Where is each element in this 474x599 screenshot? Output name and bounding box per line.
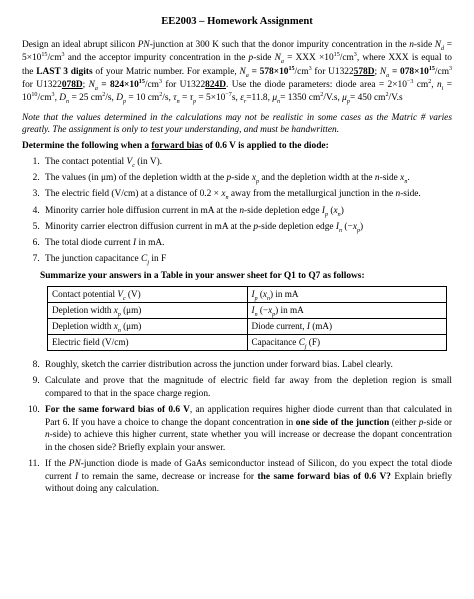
table-row (48, 286, 447, 302)
question-8: 8. Roughly, sketch the carrier distribution across the junction under forward bias. Label clearly. (42, 359, 452, 372)
text: Determine the following when a (22, 140, 152, 151)
text: 578D (353, 66, 375, 77)
text: (mA) (309, 320, 333, 331)
text: and the depletion width at the (259, 173, 375, 184)
text: p (248, 53, 254, 64)
text: = 25 cm (69, 93, 103, 104)
text: p (226, 173, 232, 184)
text: ) (340, 205, 344, 216)
symbol: I (251, 288, 255, 299)
text: -side or (423, 417, 452, 428)
superscript: 15 (288, 65, 295, 72)
text: /s, (105, 93, 117, 104)
symbol: I (133, 238, 137, 249)
text: n (45, 430, 50, 441)
text: Contact potential (52, 288, 118, 299)
symbol: D (116, 93, 124, 104)
text: The contact potential (45, 156, 127, 167)
superscript: 3 (308, 65, 312, 72)
text: = 078×10 (389, 66, 429, 77)
text: -side depletion edge (244, 205, 322, 216)
text: ; (374, 66, 380, 77)
text: /cm (37, 93, 52, 104)
text: PN (68, 459, 81, 470)
subscript: p (324, 211, 329, 218)
text: ; (82, 80, 89, 91)
text: = 578×10 (248, 66, 289, 77)
text: Minority carrier electron diffusion current in mA at the (45, 221, 254, 232)
text: = 1350 cm (280, 93, 321, 104)
table-cell: Electric field (V/cm) (48, 334, 248, 350)
subscript: n (225, 195, 229, 202)
text: = 10 (22, 80, 452, 104)
symbol: I (75, 471, 79, 482)
text: parameters: diode area = 2×10 (288, 80, 407, 91)
subscript: r (243, 99, 247, 106)
subscript: a (386, 72, 390, 79)
question-5 (42, 221, 452, 234)
subscript: n (277, 99, 281, 106)
text: s, (231, 93, 238, 104)
text: /cm (434, 66, 449, 77)
text: . Use the diode (226, 80, 286, 91)
symbol: x (333, 205, 338, 216)
table-cell (247, 286, 447, 302)
symbol: μ (342, 93, 347, 104)
text: ( (328, 205, 334, 216)
symbol: ε (240, 93, 244, 104)
text: n (374, 173, 380, 184)
text: -side) to achieve this higher current, state whether you will increase or decrease the dopant concentration in the chosen side? Briefly explain your answer. (45, 430, 452, 453)
table-cell (48, 302, 248, 318)
text: of your Matric number. For example, (92, 66, 240, 77)
subscript: p (117, 311, 121, 318)
text: p (253, 221, 259, 232)
subscript: p (123, 99, 127, 106)
text: /V.s (388, 93, 403, 104)
text: -side depletion edge (258, 221, 336, 232)
table-row (48, 302, 447, 318)
subscript: p (272, 311, 276, 318)
symbol: N (88, 80, 95, 91)
text: U1322 (328, 66, 354, 77)
text: (μm) (120, 320, 142, 331)
symbol: μ (272, 93, 278, 104)
text: (F) (306, 336, 321, 347)
subscript: p (255, 179, 260, 186)
superscript: 3 (158, 78, 162, 85)
symbol: τ (189, 93, 193, 104)
text: = 450 cm (349, 93, 386, 104)
superscript: 10 (31, 92, 38, 99)
table-cell (247, 334, 447, 350)
text: one side of the junction (295, 417, 390, 428)
subscript: i (441, 85, 444, 92)
text: = 5×10 (196, 93, 226, 104)
text: =11.8, (246, 93, 273, 104)
text: Capacitance (251, 336, 299, 347)
text: = 824×10 (97, 80, 139, 91)
text: = 5×10 (22, 40, 453, 64)
question-6 (42, 237, 452, 250)
text: forward bias (151, 140, 203, 151)
text: Design an ideal abrupt silicon (22, 40, 138, 51)
symbol: x (262, 288, 267, 299)
text: in F (149, 254, 167, 265)
table-cell (48, 286, 248, 302)
question-9: 9. Calculate and prove that the magnitude of electric field far away from the depletion region is small compared to that in the space charge region. (42, 375, 452, 400)
text: /cm (144, 80, 159, 91)
subscript: j (147, 260, 150, 267)
symbol: N (434, 40, 442, 51)
symbol: V (126, 156, 133, 167)
table-row (48, 334, 447, 350)
text: for U1322 (22, 80, 62, 91)
symbol: x (113, 304, 118, 315)
question-2 (42, 172, 452, 185)
text: n (239, 205, 244, 216)
text: The electric field (V/cm) at a distance of 0.2 × (45, 189, 222, 200)
text: PN (137, 40, 150, 51)
text: Depletion width (52, 320, 114, 331)
subscript: n (176, 99, 180, 106)
text: /V.s, (323, 93, 343, 104)
symbol: x (113, 320, 118, 331)
question-list (22, 156, 452, 267)
question-4 (42, 205, 452, 218)
subscript: p (254, 295, 258, 302)
symbol: V (117, 288, 123, 299)
text: (− (257, 304, 269, 315)
text: n (409, 40, 414, 51)
text: 824D (205, 80, 226, 91)
symbol: I (251, 304, 255, 315)
subscript: p (192, 99, 197, 106)
text: in mA. (136, 238, 165, 249)
summary-instruction: Summarize your answers in a Table in your answer sheet for Q1 to Q7 as follows: (40, 270, 365, 281)
text: , (356, 53, 360, 64)
text: The total diode current (45, 238, 133, 249)
superscript: 15 (138, 78, 145, 85)
symbol: n (436, 80, 442, 91)
text: and the acceptor impurity concentration in the (64, 53, 249, 64)
symbol: x (400, 173, 405, 184)
text: Diode current, (251, 320, 307, 331)
subscript: a (280, 59, 284, 66)
text: away from the metallurgical junction in the (228, 189, 396, 200)
subscript: n (266, 295, 270, 302)
question-3 (42, 188, 452, 201)
superscript: 15 (41, 52, 48, 59)
text: , (54, 93, 60, 104)
symbol: x (221, 189, 226, 200)
text: = 10 cm (126, 93, 160, 104)
text: ) in mA (275, 304, 304, 315)
text: = (179, 93, 190, 104)
symbol: N (274, 53, 281, 64)
superscript: 15 (333, 52, 340, 59)
superscript: 2 (320, 92, 324, 99)
superscript: 2 (385, 92, 389, 99)
text: -junction at 300 K such that the donor impurity concentration in the (149, 40, 407, 51)
text: for (311, 66, 326, 77)
subscript: n (254, 311, 258, 318)
text: (− (342, 221, 353, 232)
superscript: −3 (406, 78, 414, 85)
superscript: 3 (448, 65, 453, 72)
text: If the (45, 459, 69, 470)
subscript: a (245, 72, 249, 79)
symbol: N (239, 66, 246, 77)
section-heading (22, 140, 452, 153)
symbol: x (251, 173, 256, 184)
superscript: 3 (51, 92, 55, 99)
subscript: n (339, 227, 343, 234)
symbol: x (352, 221, 357, 232)
subscript: n (337, 211, 341, 218)
table-cell (247, 302, 447, 318)
superscript: 2 (428, 78, 432, 85)
text: The junction capacitance (45, 254, 142, 265)
symbol: I (321, 205, 325, 216)
text: (either (389, 417, 419, 428)
question-10 (42, 404, 452, 454)
text: ) (360, 221, 364, 232)
superscript: 2 (102, 92, 106, 99)
text: , (431, 80, 437, 91)
subscript: d (441, 45, 445, 52)
text: , an application requires higher diode current than that calculated in Part 6. If you have a choice to change the dopant concentration in (45, 405, 452, 428)
text: . (407, 173, 410, 184)
subscript: c (122, 295, 126, 302)
question-list-2 (22, 359, 452, 496)
subscript: c (132, 162, 135, 169)
symbol: D (59, 93, 67, 104)
text: LAST 3 digits (36, 66, 93, 77)
question-7 (42, 253, 452, 266)
subscript: a (94, 85, 98, 92)
text: n (395, 189, 401, 200)
text: -side (231, 173, 252, 184)
subscript: n (404, 179, 408, 186)
text: (V) (125, 288, 141, 299)
text: -side (413, 40, 435, 51)
text: For the same forward bias of 0.6 V (45, 405, 190, 416)
text: /cm (339, 53, 354, 64)
text: the same forward bias of 0.6 V? (257, 471, 391, 482)
table-cell (247, 318, 447, 334)
problem-statement (22, 39, 452, 106)
text: ) in mA (269, 288, 299, 299)
text: = XXX ×10 (283, 53, 334, 64)
symbol: τ (173, 93, 177, 104)
subscript: j (304, 343, 307, 350)
text: where XXX is equal to the (22, 53, 452, 77)
table-row (48, 318, 447, 334)
superscript: 15 (428, 65, 435, 72)
symbol: C (298, 336, 305, 347)
page-title: EE2003 – Homework Assignment (161, 16, 313, 27)
subscript: n (117, 327, 121, 334)
text: for U1322 (161, 80, 206, 91)
text: Depletion width (52, 304, 114, 315)
text: /cm (294, 66, 309, 77)
text: The values (in μm) of the depletion width at the (45, 173, 227, 184)
text: -side. (400, 189, 421, 200)
superscript: −7 (225, 92, 232, 99)
question-11 (42, 458, 452, 496)
symbol: N (379, 66, 387, 77)
superscript: 2 (159, 92, 163, 99)
text: /cm (47, 53, 62, 64)
text: ( (257, 288, 263, 299)
symbol: C (141, 254, 148, 265)
text: of 0.6 V is applied to the diode: (202, 140, 329, 151)
text: -side (253, 53, 275, 64)
subscript: n (66, 99, 70, 106)
text: -junction diode is made of GaAs semiconductor instead of Silicon, do you expect the total diode current (45, 459, 453, 482)
symbol: x (268, 304, 273, 315)
text: (μm) (120, 304, 142, 315)
subscript: p (346, 99, 350, 106)
symbol: I (335, 221, 340, 232)
text: to remain the same, decrease or increase for (78, 471, 258, 482)
question-1 (42, 156, 452, 169)
text: /s, (162, 93, 174, 104)
text: cm (413, 80, 429, 91)
text: p (418, 417, 424, 428)
table-cell (48, 318, 248, 334)
answer-table (47, 286, 447, 351)
symbol: I (306, 320, 310, 331)
text: 078D (61, 80, 83, 91)
text: (in V). (134, 156, 163, 167)
subscript: p (357, 227, 361, 234)
note-paragraph: Note that the values determined in the calculations may not be realistic in some cases as the Matric # varies greatly. The assignment is only to test your understanding, and must be handwritten. (22, 112, 452, 136)
text: Minority carrier hole diffusion current in mA at the (45, 205, 240, 216)
text: -side (379, 173, 401, 184)
superscript: 3 (61, 52, 65, 59)
text: Explain briefly without doing any calculation. (45, 471, 453, 495)
superscript: 3 (353, 52, 357, 59)
